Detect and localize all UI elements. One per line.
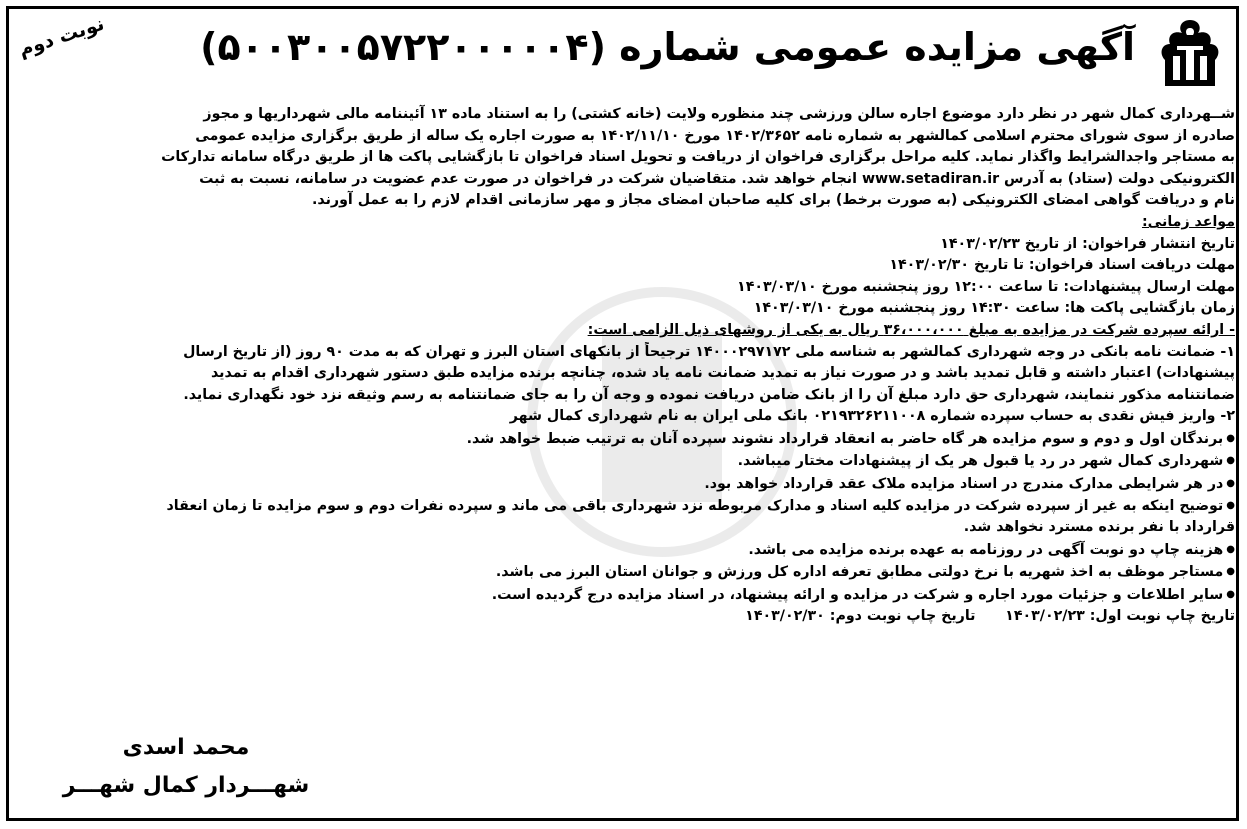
deposit-line: پیشنهادات) اعتبار داشته و قابل تمدید باشد و در صورت نیاز به تمدید ضمانت نامه یاد شده، چنانچه برنده مزایده طبق دستور شهرداری اقدام به تمدید <box>210 365 1235 382</box>
turn-label: نوبت دوم <box>16 12 107 61</box>
intro-line: نام و دریافت گواهی امضای الکترونیکی (به صورت برخط) برای کلیه صاحبان امضای مجاز و مهر سازمانی اقدام لازم را به عمل آورند. <box>312 192 1235 209</box>
deposit-line: ۱- ضمانت نامه بانکی در وجه شهرداری کمالشهر به شناسه ملی ۱۴۰۰۰۲۹۷۱۷۲ ترجیحاً از بانکهای استان البرز و تهران که به مدت ۹۰ روز (از تاریخ ارسال <box>183 343 1235 360</box>
condition-item: ● در هر شرایطی مدارک مندرج در اسناد مزایده ملاک عقد قرارداد خواهد بود. <box>12 473 1235 495</box>
signatory-name: محمد اسدی <box>122 735 250 760</box>
ad-title: آگهی مزایده عمومی شماره (۵۰۰۳۰۰۵۷۲۲۰۰۰۰۰۴) <box>200 25 1135 69</box>
deposit-section <box>12 320 1235 428</box>
intro-line: صادره از سوی شورای محترم اسلامی کمالشهر به شماره نامه ۱۴۰۲/۳۶۵۲ مورخ ۱۴۰۲/۱۱/۱۰ به صورت اجاره یک ساله از طریق برگزاری مزایده عمومی <box>195 127 1235 144</box>
second-print-date: ۱۴۰۳/۰۲/۳۰ <box>745 608 825 625</box>
intro-line: الکترونیکی دولت (ستاد) به آدرس www.setadiran.ir انجام خواهد شد. متقاضیان شرکت در فراخوان در صورت عدم عضویت در سامانه، نسبت به ثبت <box>199 170 1235 187</box>
second-print-label: تاریخ چاپ نوبت دوم: <box>829 608 976 625</box>
condition-item: ● شهرداری کمال شهر در رد یا قبول هر یک از پیشنهادات مختار میباشد. <box>12 450 1235 472</box>
condition-item: ● برندگان اول و دوم و سوم مزایده هر گاه حاضر به انعقاد قرارداد نشوند سپرده آنان به ترتیب ضبط خواهد شد. <box>12 428 1235 450</box>
schedule-section <box>12 212 1235 320</box>
schedule-heading: مواعد زمانی: <box>1141 213 1235 230</box>
deposit-line: ضمانتنامه مذکور ننمایند، شهرداری حق دارد مبلغ آن را از بانک ضامن دریافت نموده و وجه آن را به جای ضمانتنامه به رسم وثیقه نزد خود نگهداری نماید. <box>183 386 1235 403</box>
deposit-line: ۲- واریز فیش نقدی به حساب سپرده شماره ۰۲۱۹۳۲۶۲۱۱۰۰۸ بانک ملی ایران به نام شهرداری کمال شهر <box>509 408 1235 425</box>
deposit-heading: - ارائه سپرده شرکت در مزایده به مبلغ ۳۶،۰۰۰،۰۰۰ ریال به یکی از روشهای ذیل الزامی است: <box>587 321 1235 338</box>
condition-item: ● توضیح اینکه به غیر از سپرده شرکت در مزایده کلیه اسناد و مدارک مربوطه نزد شهرداری باقی می ماند و سپرده نفرات دوم و سوم مزایده تا زمان انعقاد <box>12 495 1235 517</box>
condition-item: ● مستاجر موظف به اخذ شهریه با نرخ دولتی مطابق تعرفه اداره کل ورزش و جوانان استان البرز می باشد. <box>12 561 1235 583</box>
municipality-emblem-icon <box>1151 16 1229 94</box>
first-print-label: تاریخ چاپ نوبت اول: <box>1089 608 1235 625</box>
condition-item: ● هزینه چاپ دو نوبت آگهی در روزنامه به عهده برنده مزایده می باشد. <box>12 539 1235 561</box>
schedule-item: مهلت دریافت اسناد فراخوان: تا تاریخ ۱۴۰۳/۰۲/۳۰ <box>889 257 1235 274</box>
schedule-item: تاریخ انتشار فراخوان: از تاریخ ۱۴۰۳/۰۲/۲۳ <box>940 235 1235 252</box>
ad-body <box>12 104 1235 628</box>
conditions-list <box>12 428 1235 606</box>
condition-item: ● سایر اطلاعات و جزئیات مورد اجاره و شرکت در مزایده و ارائه پیشنهاد، در اسناد مزایده درج گردیده است. <box>12 584 1235 606</box>
signatory-position: شهـــردار کمال شهـــر <box>62 773 310 798</box>
schedule-item: مهلت ارسال پیشنهادات: تا ساعت ۱۲:۰۰ روز پنجشنبه مورخ ۱۴۰۳/۰۳/۱۰ <box>737 278 1235 295</box>
ad-content <box>12 12 1235 819</box>
first-print-date: ۱۴۰۳/۰۲/۲۳ <box>1005 608 1085 625</box>
intro-line: به مستاجر واجدالشرایط واگذار نماید. کلیه مراحل برگزاری فراخوان از دریافت و تحویل اسناد فراخوان تا بازگشایی پاکت ها از طریق درگاه سامانه تدارکات <box>161 149 1235 166</box>
intro-line: شــهرداری کمال شهر در نظر دارد موضوع اجاره سالن ورزشی چند منظوره ولایت (خانه کشتی) را به استناد ماده ۱۳ آئیننامه مالی شهرداریها و مجوز <box>203 106 1235 122</box>
schedule-item: زمان بازگشایی پاکت ها: ساعت ۱۴:۳۰ روز پنجشنبه مورخ ۱۴۰۳/۰۳/۱۰ <box>753 300 1235 317</box>
condition-item-continued: قرارداد با نفر برنده مسترد نخواهد شد. <box>963 519 1235 536</box>
signature-block <box>56 729 316 805</box>
print-dates <box>12 606 1235 628</box>
intro-paragraph <box>12 104 1235 212</box>
